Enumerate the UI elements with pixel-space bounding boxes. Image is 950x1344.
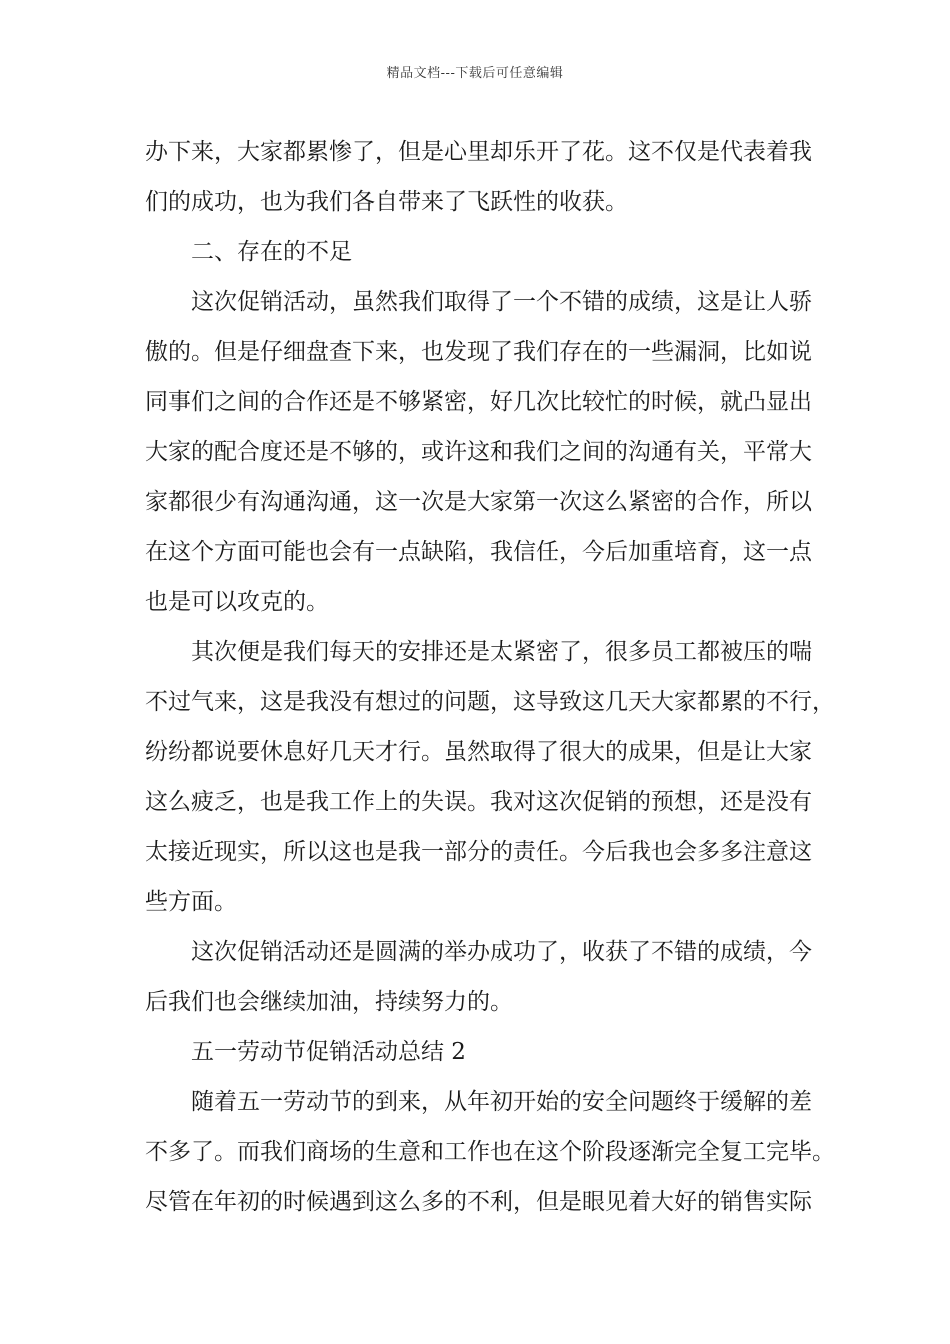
section-heading: 五一劳动节促销活动总结 2	[191, 1039, 466, 1065]
text-line: 办下来，大家都累惨了，但是心里却乐开了花。这不仅是代表着我	[145, 139, 812, 165]
text-line: 这次促销活动，虽然我们取得了一个不错的成绩，这是让人骄	[191, 289, 812, 315]
section-heading: 二、存在的不足	[191, 239, 352, 265]
document-body	[145, 127, 835, 1227]
text-line: 这么疲乏，也是我工作上的失误。我对这次促销的预想，还是没有	[145, 789, 812, 815]
text-line: 纷纷都说要休息好几天才行。虽然取得了很大的成果，但是让大家	[145, 739, 812, 765]
text-line: 其次便是我们每天的安排还是太紧密了，很多员工都被压的喘	[191, 639, 812, 665]
text-line: 随着五一劳动节的到来，从年初开始的安全问题终于缓解的差	[191, 1089, 812, 1115]
text-line: 太接近现实，所以这也是我一部分的责任。今后我也会多多注意这	[145, 839, 812, 865]
text-line: 们的成功，也为我们各自带来了飞跃性的收获。	[145, 189, 628, 215]
text-line: 家都很少有沟通沟通，这一次是大家第一次这么紧密的合作，所以	[145, 489, 812, 515]
text-line: 傲的。但是仔细盘查下来，也发现了我们存在的一些漏洞，比如说	[145, 339, 812, 365]
text-line: 尽管在年初的时候遇到这么多的不利，但是眼见着大好的销售实际	[145, 1189, 812, 1215]
text-line: 些方面。	[145, 889, 237, 915]
text-line: 这次促销活动还是圆满的举办成功了，收获了不错的成绩，今	[191, 939, 812, 965]
text-line: 也是可以攻克的。	[145, 589, 329, 615]
text-line: 大家的配合度还是不够的，或许这和我们之间的沟通有关，平常大	[145, 439, 812, 465]
text-line: 在这个方面可能也会有一点缺陷，我信任，今后加重培育，这一点	[145, 539, 812, 565]
text-line: 不多了。而我们商场的生意和工作也在这个阶段逐渐完全复工完毕。	[145, 1139, 835, 1165]
text-line: 不过气来，这是我没有想过的问题，这导致这几天大家都累的不行，	[145, 689, 835, 715]
text-line: 后我们也会继续加油，持续努力的。	[145, 989, 513, 1015]
page-header: 精品文档---下载后可任意编辑	[386, 66, 564, 81]
text-line: 同事们之间的合作还是不够紧密，好几次比较忙的时候，就凸显出	[145, 389, 812, 415]
